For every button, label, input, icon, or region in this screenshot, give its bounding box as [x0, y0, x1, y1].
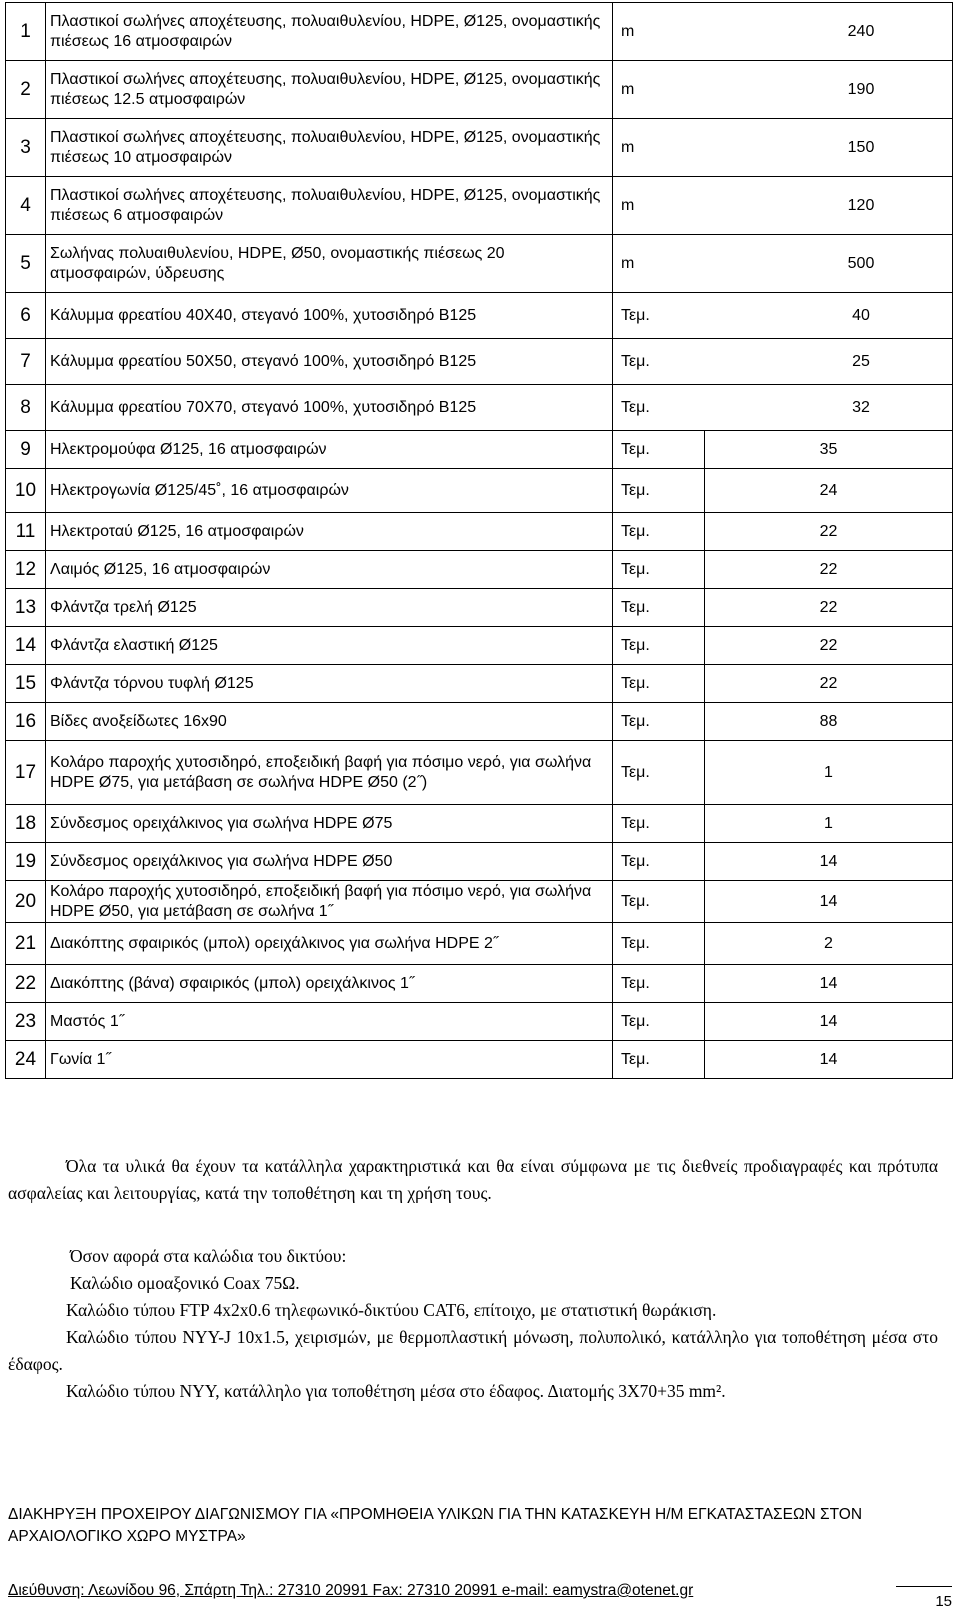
table-row — [6, 513, 953, 551]
item-description: Σωλήνας πολυαιθυλενίου, HDPE, Ø50, ονομαστικής πιέσεως 20 ατμοσφαιρών, ύδρευσης — [46, 235, 613, 293]
item-quantity: 22 — [705, 665, 953, 703]
table-row — [6, 235, 953, 293]
item-number: 20 — [6, 881, 46, 923]
item-number: 9 — [6, 431, 46, 469]
item-quantity: 88 — [705, 703, 953, 741]
materials-note — [8, 1153, 938, 1207]
item-unit: Τεμ. — [613, 881, 705, 923]
table-row — [6, 805, 953, 843]
item-description: Ηλεκτρογωνία Ø125/45˚, 16 ατμοσφαιρών — [46, 469, 613, 513]
item-unit-qty-cell — [613, 235, 953, 293]
item-description: Λαιμός Ø125, 16 ατμοσφαιρών — [46, 551, 613, 589]
table-row — [6, 923, 953, 965]
item-description: Κολάρο παροχής χυτοσιδηρό, εποξειδική βαφή για πόσιμο νερό, για σωλήνα HDPE Ø75, για μετάβαση σε σωλήνα HDPE Ø50 (2˝) — [46, 741, 613, 805]
item-description: Κάλυμμα φρεατίου 50Χ50, στεγανό 100%, χυτοσιδηρό B125 — [46, 339, 613, 385]
item-number: 3 — [6, 119, 46, 177]
item-number: 4 — [6, 177, 46, 235]
item-unit: m — [621, 196, 635, 214]
table-row — [6, 665, 953, 703]
cables-intro: Όσον αφορά στα καλώδια του δικτύου: — [70, 1246, 347, 1266]
table-row — [6, 177, 953, 235]
item-unit: m — [621, 254, 635, 272]
table-row — [6, 431, 953, 469]
item-quantity: 22 — [705, 627, 953, 665]
page-number: 15 — [896, 1586, 952, 1610]
table-row — [6, 339, 953, 385]
item-number: 1 — [6, 3, 46, 61]
item-unit: m — [621, 80, 635, 98]
table-row — [6, 627, 953, 665]
item-unit: Τεμ. — [613, 805, 705, 843]
item-quantity: 14 — [705, 965, 953, 1003]
item-quantity: 2 — [705, 923, 953, 965]
item-number: 15 — [6, 665, 46, 703]
table-row — [6, 469, 953, 513]
table-row — [6, 293, 953, 339]
table-row — [6, 741, 953, 805]
item-description: Ηλεκτροταύ Ø125, 16 ατμοσφαιρών — [46, 513, 613, 551]
item-unit-qty-cell — [613, 3, 953, 61]
item-unit: Τεμ. — [621, 398, 650, 416]
item-number: 12 — [6, 551, 46, 589]
item-description: Ηλεκτρομούφα Ø125, 16 ατμοσφαιρών — [46, 431, 613, 469]
item-number: 19 — [6, 843, 46, 881]
item-number: 22 — [6, 965, 46, 1003]
item-quantity: 14 — [705, 1003, 953, 1041]
item-quantity: 240 — [847, 22, 875, 40]
item-unit: Τεμ. — [613, 1003, 705, 1041]
item-number: 5 — [6, 235, 46, 293]
item-number: 23 — [6, 1003, 46, 1041]
table-row — [6, 881, 953, 923]
item-number: 17 — [6, 741, 46, 805]
item-description: Διακόπτης (βάνα) σφαιρικός (μπολ) ορειχάλκινος 1˝ — [46, 965, 613, 1003]
item-quantity: 14 — [705, 843, 953, 881]
table-row — [6, 3, 953, 61]
table-row — [6, 843, 953, 881]
item-number: 7 — [6, 339, 46, 385]
item-description: Βίδες ανοξείδωτες 16x90 — [46, 703, 613, 741]
item-description: Φλάντζα τόρνου τυφλή Ø125 — [46, 665, 613, 703]
table-row — [6, 1041, 953, 1079]
item-quantity: 22 — [705, 589, 953, 627]
item-description: Κάλυμμα φρεατίου 40Χ40, στεγανό 100%, χυτοσιδηρό B125 — [46, 293, 613, 339]
cable-nyy: Καλώδιο τύπου NYY, κατάλληλο για τοποθέτηση μέσα στο έδαφος. Διατομής 3Χ70+35 mm². — [66, 1381, 726, 1401]
item-unit-qty-cell — [613, 61, 953, 119]
item-unit: m — [621, 138, 635, 156]
item-unit: Τεμ. — [613, 431, 705, 469]
item-description: Σύνδεσμος ορειχάλκινος για σωλήνα HDPE Ø50 — [46, 843, 613, 881]
item-quantity: 120 — [847, 196, 875, 214]
table-row — [6, 589, 953, 627]
item-unit: Τεμ. — [613, 703, 705, 741]
item-unit: Τεμ. — [613, 589, 705, 627]
item-number: 21 — [6, 923, 46, 965]
item-unit: Τεμ. — [613, 1041, 705, 1079]
item-number: 18 — [6, 805, 46, 843]
item-unit-qty-cell — [613, 119, 953, 177]
materials-table-body — [6, 3, 953, 1079]
item-quantity: 190 — [847, 80, 875, 98]
item-description: Μαστός 1˝ — [46, 1003, 613, 1041]
item-quantity: 32 — [852, 398, 870, 416]
item-unit: Τεμ. — [613, 469, 705, 513]
item-number: 16 — [6, 703, 46, 741]
item-description: Διακόπτης σφαιρικός (μπολ) ορειχάλκινος για σωλήνα HDPE 2˝ — [46, 923, 613, 965]
item-unit: Τεμ. — [613, 923, 705, 965]
item-description: Πλαστικοί σωλήνες αποχέτευσης, πολυαιθυλενίου, HDPE, Ø125, ονομαστικής πιέσεως 16 ατμοσφαιρών — [46, 3, 613, 61]
item-unit: Τεμ. — [613, 843, 705, 881]
item-unit: Τεμ. — [621, 352, 650, 370]
table-row — [6, 965, 953, 1003]
item-number: 6 — [6, 293, 46, 339]
item-unit: Τεμ. — [613, 741, 705, 805]
item-quantity: 35 — [705, 431, 953, 469]
item-quantity: 14 — [705, 881, 953, 923]
item-quantity: 40 — [852, 306, 870, 324]
item-quantity: 22 — [705, 513, 953, 551]
table-row — [6, 703, 953, 741]
item-unit: Τεμ. — [621, 306, 650, 324]
item-description: Κολάρο παροχής χυτοσιδηρό, εποξειδική βαφή για πόσιμο νερό, για σωλήνα HDPE Ø50, για μετάβαση σε σωλήνα 1˝ — [46, 881, 613, 923]
cable-nyy-j: Καλώδιο τύπου NYY-J 10x1.5, χειρισμών, με θερμοπλαστική μόνωση, πολυπολικό, κατάλληλο για τοποθέτηση μέσα στο έδαφος. — [8, 1327, 938, 1374]
item-description: Πλαστικοί σωλήνες αποχέτευσης, πολυαιθυλενίου, HDPE, Ø125, ονομαστικής πιέσεως 12.5 ατμοσφαιρών — [46, 61, 613, 119]
item-number: 13 — [6, 589, 46, 627]
table-row — [6, 119, 953, 177]
item-quantity: 150 — [847, 138, 875, 156]
item-number: 24 — [6, 1041, 46, 1079]
item-description: Γωνία 1˝ — [46, 1041, 613, 1079]
item-unit-qty-cell — [613, 177, 953, 235]
item-number: 8 — [6, 385, 46, 431]
item-description: Κάλυμμα φρεατίου 70Χ70, στεγανό 100%, χυτοσιδηρό B125 — [46, 385, 613, 431]
item-unit-qty-cell — [613, 339, 953, 385]
document-footer-title: ΔΙΑΚΗΡΥΞΗ ΠΡΟΧΕΙΡΟΥ ΔΙΑΓΩΝΙΣΜΟΥ ΓΙΑ «ΠΡΟΜΗΘΕΙΑ ΥΛΙΚΩΝ ΓΙΑ ΤΗΝ ΚΑΤΑΣΚΕΥΗ Η/Μ ΕΓΚΑΤΑΣΤΑΣΕΩΝ ΣΤΟΝ ΑΡΧΑΙΟΛΟΓΙΚΟ ΧΩΡΟ ΜΥΣΤΡΑ» — [8, 1506, 863, 1545]
item-unit: m — [621, 22, 635, 40]
item-quantity: 500 — [847, 254, 875, 272]
item-description: Πλαστικοί σωλήνες αποχέτευσης, πολυαιθυλενίου, HDPE, Ø125, ονομαστικής πιέσεως 6 ατμοσφαιρών — [46, 177, 613, 235]
item-number: 11 — [6, 513, 46, 551]
item-description: Σύνδεσμος ορειχάλκινος για σωλήνα HDPE Ø75 — [46, 805, 613, 843]
materials-note-text: Όλα τα υλικά θα έχουν τα κατάλληλα χαρακτηριστικά και θα είναι σύμφωνα με τις διεθνείς προδιαγραφές και πρότυπα ασφαλείας και λειτουργίας, κατά την τοποθέτηση και τη χρήση τους. — [8, 1156, 938, 1203]
item-unit: Τεμ. — [613, 551, 705, 589]
item-quantity: 22 — [705, 551, 953, 589]
item-number: 10 — [6, 469, 46, 513]
item-description: Πλαστικοί σωλήνες αποχέτευσης, πολυαιθυλενίου, HDPE, Ø125, ονομαστικής πιέσεως 10 ατμοσφαιρών — [46, 119, 613, 177]
materials-table — [5, 2, 953, 1079]
cable-ftp: Καλώδιο τύπου FTP 4x2x0.6 τηλεφωνικό-δικτύου CAT6, επίτοιχο, με στατιστική θωράκιση. — [66, 1300, 717, 1320]
document-footer-address: Διεύθυνση: Λεωνίδου 96, Σπάρτη Τηλ.: 27310 20991 Fax: 27310 20991 e-mail: eamystra@otenet.gr — [8, 1582, 694, 1599]
item-unit: Τεμ. — [613, 627, 705, 665]
item-quantity: 1 — [705, 805, 953, 843]
item-quantity: 14 — [705, 1041, 953, 1079]
table-row — [6, 61, 953, 119]
table-row — [6, 385, 953, 431]
table-row — [6, 551, 953, 589]
item-unit: Τεμ. — [613, 665, 705, 703]
item-unit: Τεμ. — [613, 965, 705, 1003]
item-unit-qty-cell — [613, 385, 953, 431]
cables-section — [8, 1243, 938, 1405]
item-unit: Τεμ. — [613, 513, 705, 551]
item-quantity: 1 — [705, 741, 953, 805]
item-quantity: 24 — [705, 469, 953, 513]
item-quantity: 25 — [852, 352, 870, 370]
item-unit-qty-cell — [613, 293, 953, 339]
cable-coax: Καλώδιο ομοαξονικό Coax 75Ω. — [70, 1273, 300, 1293]
item-description: Φλάντζα τρελή Ø125 — [46, 589, 613, 627]
item-number: 14 — [6, 627, 46, 665]
item-description: Φλάντζα ελαστική Ø125 — [46, 627, 613, 665]
item-number: 2 — [6, 61, 46, 119]
table-row — [6, 1003, 953, 1041]
